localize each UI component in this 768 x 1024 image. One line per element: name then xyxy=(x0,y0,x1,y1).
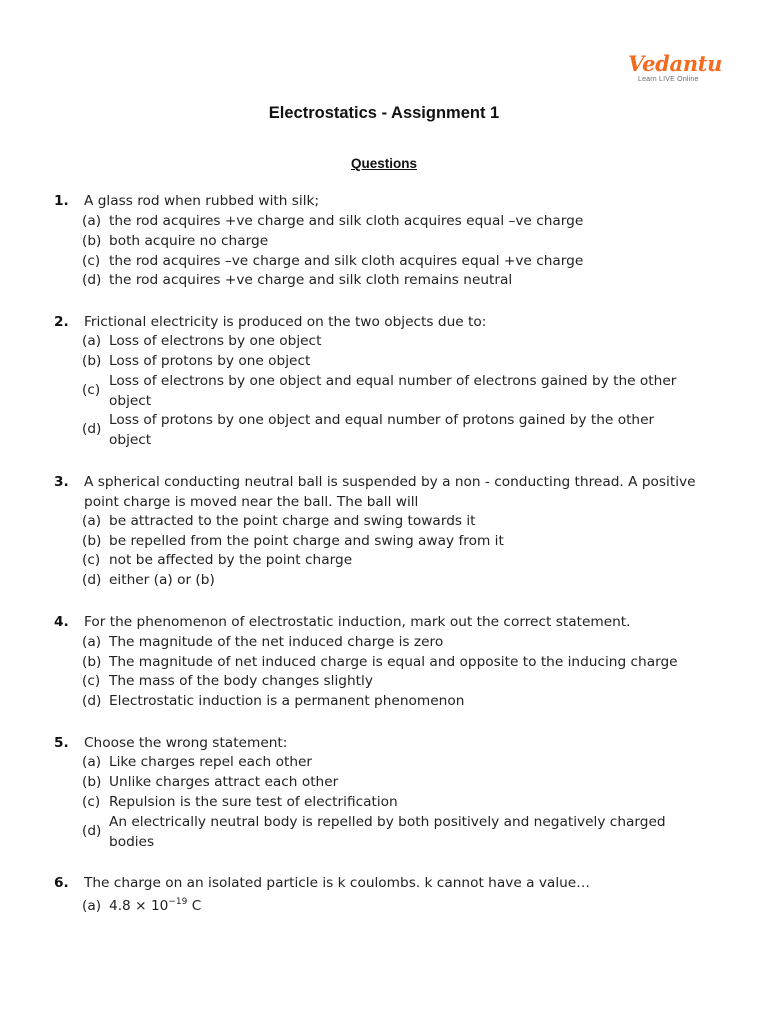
value-unit: C xyxy=(187,898,202,914)
option-label: (d) xyxy=(82,572,102,588)
logo-wordmark: Vedantu xyxy=(628,51,723,76)
option-text: the rod acquires +ve charge and silk cloth acquires equal –ve charge xyxy=(109,213,584,229)
option-label: (a) xyxy=(82,213,102,229)
option-label: (c) xyxy=(82,253,101,269)
option-label: (a) xyxy=(82,513,102,529)
logo-tagline: Learn LIVE Online xyxy=(638,76,699,83)
question-number: 6. xyxy=(54,875,69,891)
option-text: The mass of the body changes slightly xyxy=(109,673,373,689)
option-label: (b) xyxy=(82,533,102,549)
question-number: 4. xyxy=(54,614,69,630)
option-text: either (a) or (b) xyxy=(109,572,215,588)
question-text: Choose the wrong statement: xyxy=(84,735,288,751)
option-text: be attracted to the point charge and swing towards it xyxy=(109,513,476,529)
question-number: 3. xyxy=(54,474,69,490)
value-base: 4.8 × 10 xyxy=(109,898,169,914)
option-text: Like charges repel each other xyxy=(109,754,313,770)
option-label: (c) xyxy=(82,673,101,689)
question-text: The charge on an isolated particle is k coulombs. k cannot have a value… xyxy=(84,875,590,891)
option-text: Loss of protons by one object and equal number of protons gained by the other object xyxy=(109,412,655,448)
option-text: The magnitude of the net induced charge is zero xyxy=(109,634,444,650)
option-text: An electrically neutral body is repelled by both positively and negatively charged bodies xyxy=(109,814,666,850)
section-heading: Questions xyxy=(350,156,417,171)
question-text: For the phenomenon of electrostatic induction, mark out the correct statement. xyxy=(84,614,631,630)
option-text: Loss of electrons by one object xyxy=(109,333,322,349)
option-text: Unlike charges attract each other xyxy=(109,774,339,790)
option-label: (b) xyxy=(82,774,102,790)
value-exponent: −19 xyxy=(168,897,188,907)
option-label: (b) xyxy=(82,233,102,249)
option-text: Loss of protons by one object xyxy=(109,353,311,369)
option-text: the rod acquires –ve charge and silk cloth acquires equal +ve charge xyxy=(109,253,584,269)
option-label: (a) xyxy=(82,898,102,914)
option-text xyxy=(109,897,709,917)
option-label: (d) xyxy=(82,272,102,288)
option-text: be repelled from the point charge and swing away from it xyxy=(109,533,504,549)
option-label: (a) xyxy=(82,333,102,349)
option-label: (c) xyxy=(82,794,101,810)
option-text: Electrostatic induction is a permanent phenomenon xyxy=(109,693,465,709)
option-label: (b) xyxy=(82,353,102,369)
question-number: 1. xyxy=(54,193,69,209)
option-label: (d) xyxy=(82,693,102,709)
option-text: Loss of electrons by one object and equal number of electrons gained by the other object xyxy=(109,373,677,409)
option-label: (d) xyxy=(82,421,102,437)
vedantu-logo xyxy=(626,51,723,88)
option-text: both acquire no charge xyxy=(109,233,269,249)
option-label: (d) xyxy=(82,823,102,839)
option-label: (a) xyxy=(82,754,102,770)
question-text: A spherical conducting neutral ball is suspended by a non - conducting thread. A positive point charge is moved near the ball. The ball will xyxy=(84,474,696,510)
option-text: not be affected by the point charge xyxy=(109,552,353,568)
option-text: the rod acquires +ve charge and silk cloth remains neutral xyxy=(109,272,513,288)
option-label: (a) xyxy=(82,634,102,650)
document-title: Electrostatics - Assignment 1 xyxy=(268,104,500,122)
question-text: Frictional electricity is produced on the two objects due to: xyxy=(84,314,487,330)
option-text: Repulsion is the sure test of electrification xyxy=(109,794,398,810)
option-text: The magnitude of net induced charge is equal and opposite to the inducing charge xyxy=(109,654,678,670)
option-label: (c) xyxy=(82,382,101,398)
option-label: (b) xyxy=(82,654,102,670)
question-number: 2. xyxy=(54,314,69,330)
question-number: 5. xyxy=(54,735,69,751)
question-text: A glass rod when rubbed with silk; xyxy=(84,193,320,209)
option-label: (c) xyxy=(82,552,101,568)
